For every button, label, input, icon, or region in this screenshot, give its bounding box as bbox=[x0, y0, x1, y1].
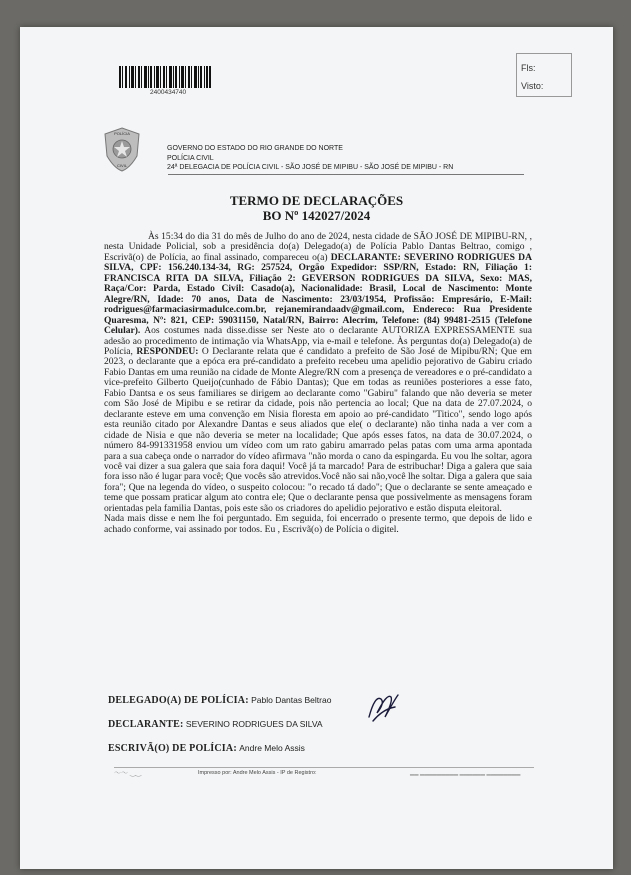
delegado-name: Pablo Dantas Beltrao bbox=[251, 695, 332, 705]
delegado-signature-line bbox=[108, 695, 331, 706]
declaration-body bbox=[104, 232, 532, 535]
declarante-label: DECLARANTE: bbox=[108, 719, 184, 730]
header-line-3: 24ª DELEGACIA DE POLÍCIA CIVIL - SÃO JOSÉ DE MIPIBU - SÃO JOSÉ DE MIPIBU - RN bbox=[167, 164, 454, 171]
footer-divider bbox=[114, 767, 534, 768]
closing-paragraph: Nada mais disse e nem lhe foi perguntado. Em seguida, foi encerrado o presente termo, que depois de lido e achado conforme, vai assinado por todos. Eu , Escrivã(o) de Polícia o digitel. bbox=[104, 513, 532, 535]
escriva-name: Andre Melo Assis bbox=[239, 743, 305, 753]
delegado-label: DELEGADO(A) DE POLÍCIA: bbox=[108, 695, 249, 706]
institution-header bbox=[167, 144, 453, 173]
header-line-1: GOVERNO DO ESTADO DO RIO GRANDE DO NORTE bbox=[167, 145, 343, 152]
police-seal-icon bbox=[102, 126, 142, 172]
barcode-number: 2400434740 bbox=[150, 89, 187, 96]
visto-label: Visto: bbox=[521, 81, 544, 91]
footer-initials-mark: ～～ ‿‿ bbox=[114, 770, 142, 777]
document-page bbox=[20, 27, 613, 869]
barcode-icon bbox=[119, 66, 211, 88]
footer-faded-text: ▁▁ ▁▁▁▁▁▁▁▁▁ ▁▁▁▁▁▁ ▁▁▁▁▁▁▁▁ bbox=[410, 770, 521, 776]
document-number: BO Nº 142027/2024 bbox=[262, 208, 371, 223]
header-divider bbox=[168, 174, 524, 175]
declarante-signature-line bbox=[108, 719, 323, 730]
fls-visto-box bbox=[516, 53, 572, 97]
handwritten-signature bbox=[365, 687, 401, 727]
statement-paragraph: O Declarante relata que é candidato a prefeito de São José de Mipibu/RN; Que em 2023, o declarante que a epóca era pré-candidato a prefeito recebeu uma apelidio pejorativo de Gabiru criado Fabio Dantas em uma reunião na cidade de Monte Alegre/RN com a presença de vereadores e o pré-candidato a vice-prefeito Gilberto Queijo(cunhado de Fábio Dantas); Que em todas as reuniões posteriores a esse fato, Fabio Dantsa e os seus familiares se dirigem ao declarante como "Gabiru" falando que não deveria se meter com São José de Mipibu e se retirar da cidade, pois não pertencia ao local; Que na data de 27.07.2024, o declarante esteve em uma convenção em Nisia floresta em apoio ao pré-candidato "Titico", sendo logo após esta reunião citado por Alexandre Dantas e seus aliados que ele( o declarante) não tinha nada a ver com a cidade de Nisia e que não deveria se meter na localidade; Que após esses fatos, na data de 30.07.2024, o número 84-991331958 enviou um vídeo com um rato gabiru amarrado pelas patas com uma arma apontada para a sua cabeça onde o narrador do vídeo afirmava "não morda o cano da espingarda. Eu vou lhe soltar, agora você vai dizer a sua galera que saia fora daqui! Você já ta marcado! Para de estribuchar! Diga a galera que saia fora isso não é lugar para você; Que vocês são atrevidos.Você não sai não,você lhe soltar. Diga a galera que saia fora"; Que na legenda do vídeo, o suspeito colocou: "o recado tá dado"; Que o declarante se sente ameaçado e teme que possam praticar algum ato contra ele; Que o declarante pensa que possivelmente as mensagens foram orientadas pela familia Dantas, pois este são os criadores do apelidio pejorativo e estão disputa eleitoral. bbox=[104, 345, 532, 514]
opening-paragraph: Às 15:34 do dia 31 do mês de Julho do ano de 2024, nesta cidade de SÃO JOSÉ DE MIPIBU-RN, , nesta Unidade Policial, sob a presidência do(a) Delegado(a) de Polícia Pablo Dantas Beltrao, comigo , Escrivã(o) de Polícia, ao final assinado, compareceu o(a) bbox=[104, 231, 532, 263]
escriva-signature-line bbox=[108, 743, 305, 754]
declarante-details: DECLARANTE: SEVERINO RODRIGUES DA SILVA, CPF: 156.240.134-34, RG: 257524, Orgão Expedidor: SSP/RN, Estado: RN, Filiação 1: FRANCISCA RITA DA SILVA, Filiação 2: GEVERSON RODRIGUES DA SILVA, Sexo: MAS, Raça/Cor: Parda, Estado Civil: Casado(a), Nacionalidade: Brasil, Local de Nascimento: Monte Alegre/RN, Idade: 70 anos, Data de Nascimento: 23/03/1954, Profissão: Empresário, E-Mail: rodrigues@farmaciasirmadulce.com.br, rejanemirandaadv@gmail.com, Endereco: Rua Presidente Quaresma, Nº: 821, CEP: 59031150, Natal/RN, Bairro: Alecrim, Telefone: (84) 99481-2515 (Telefone Celular). bbox=[104, 251, 532, 337]
fls-label: Fls: bbox=[521, 63, 536, 73]
seal-text-bottom: CIVIL bbox=[116, 163, 128, 168]
document-title: TERMO DE DECLARAÇÕES bbox=[229, 193, 404, 208]
header-line-2: POLÍCIA CIVIL bbox=[167, 154, 214, 162]
footer-printed-by: Impresso por: Andre Melo Assis - IP de Registro: bbox=[198, 770, 317, 776]
declarante-name: SEVERINO RODRIGUES DA SILVA bbox=[185, 719, 323, 729]
respondeu-label: RESPONDEU: bbox=[136, 345, 199, 357]
seal-text-top: POLÍCIA bbox=[114, 131, 130, 136]
authorization-paragraph: Aos costumes nada disse.disse ser Neste ato o declarante AUTORIZA EXPRESSAMENTE sua adesão ao procedimento de intimação via WhatsApp, via e-mail e telefone. Às perguntas do(a) Delegado(a) de Polícia, bbox=[104, 325, 532, 357]
escriva-label: ESCRIVÃ(O) DE POLÍCIA: bbox=[108, 743, 237, 754]
